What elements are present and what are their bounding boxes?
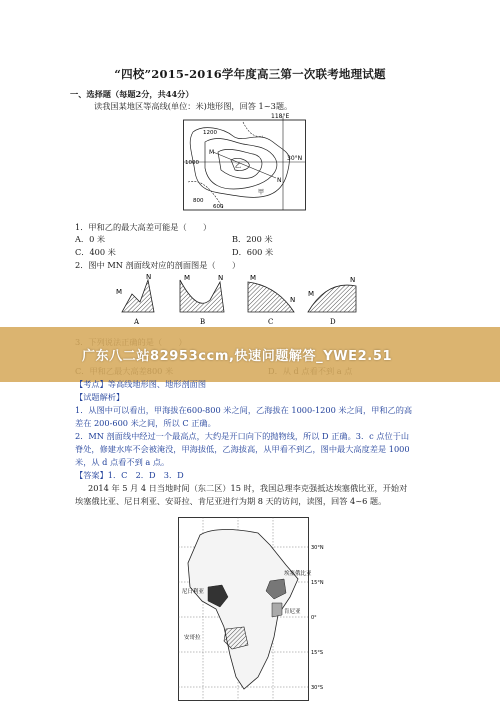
lat-label: 30°N (287, 155, 303, 162)
point-m: M (209, 149, 215, 156)
analysis-line-5: 米，从 d 点看不到 a 点。 (75, 457, 170, 467)
contour-label-800: 800 (193, 198, 204, 204)
answer: 【答案】1．C 2．D 3．D (75, 470, 184, 480)
africa-map (178, 517, 328, 702)
label-angola: 安哥拉 (184, 635, 201, 641)
profile-b-n: N (218, 274, 224, 282)
analysis-line-3: 2．MN 剖面线中经过一个最高点，大约是开口向下的抛物线，所以 D 正确。3．c 点位于山 (75, 431, 410, 441)
question-2: 2．图中 MN 剖面线对应的剖面图是（ ） (75, 260, 241, 270)
point-jia: 甲 (258, 189, 265, 196)
profile-a-m: M (116, 288, 123, 296)
label-kenya: 肯尼亚 (284, 609, 301, 615)
q1-option-d: D．600 米 (232, 247, 274, 257)
paragraph-2-line-2: 埃塞俄比亚、尼日利亚、安哥拉、肯尼亚进行为期 8 天的访问，读图，回答 4~6 题。 (75, 496, 387, 506)
profile-options (112, 272, 362, 332)
key-points: 【考点】等高线地形图、地形剖面图 (75, 379, 207, 389)
contour-label-600: 600 (213, 204, 224, 210)
profile-d-m: M (308, 290, 315, 298)
contour-label-1000: 1000 (185, 160, 199, 166)
point-yi: 乙 (235, 163, 242, 170)
profile-c-n: N (290, 296, 296, 304)
q1-option-c: C．400 米 (75, 247, 116, 257)
analysis-line-4: 脊处，修建水库不会被淹没，甲海拔低，乙海拔高，从甲看不到乙，图中最大高度差是 1000 (75, 444, 410, 454)
label-ethiopia: 埃塞俄比亚 (284, 571, 312, 577)
profile-c-label: C (268, 318, 274, 326)
q1-option-b: B．200 米 (232, 234, 273, 244)
profile-a-label: A (134, 318, 140, 326)
analysis-line-2: 差在 200-600 米之间，所以 C 正确。 (75, 418, 216, 428)
profile-b (180, 274, 224, 326)
contour-map (183, 112, 308, 212)
analysis-line-1: 1．从图中可以看出，甲海拔在600-800 米之间，乙海拔在 1000-1200 米之间，甲和乙的高 (75, 405, 413, 415)
lat-30n: 30°N (311, 545, 324, 551)
paragraph-2-line-1: 2014 年 5 月 4 日当地时间（东二区）15 时，我国总理李克强抵达埃塞俄比亚，开始对 (88, 483, 408, 493)
question-intro: 读我国某地区等高线(单位：米)地形图，回答 1~3题。 (94, 101, 293, 111)
profile-a (116, 273, 154, 326)
profile-b-m: M (184, 274, 191, 282)
q1-option-a: A．0 米 (75, 234, 106, 244)
profile-d-n: N (350, 276, 356, 284)
lon-label: 118°E (271, 113, 290, 120)
profile-b-label: B (200, 318, 206, 326)
lat-30s: 30°S (311, 685, 324, 691)
label-nigeria: 尼日利亚 (182, 589, 205, 595)
profile-c-m: M (250, 274, 257, 282)
section-heading: 一、选择题（每题2分，共44分） (70, 89, 194, 99)
point-n: N (277, 177, 282, 184)
profile-c (248, 274, 295, 326)
question-1: 1．甲和乙的最大高差可能是（ ） (75, 222, 212, 232)
lat-15s: 15°S (311, 650, 324, 656)
analysis-heading: 【试题解析】 (75, 392, 125, 402)
profile-d-label: D (330, 318, 336, 326)
watermark-text: 广东八二站82953ccm,快速问题解答_YWE2.51 (82, 349, 393, 364)
profile-d (308, 276, 356, 326)
exam-title: “四校”2015-2016学年度高三第一次联考地理试题 (114, 67, 386, 81)
profile-a-n: N (146, 273, 152, 281)
lat-15n: 15°N (311, 580, 324, 586)
kenya-shape (272, 603, 282, 617)
watermark-banner (0, 327, 500, 382)
lat-0: 0° (311, 615, 317, 621)
contour-label-1200: 1200 (203, 130, 217, 136)
